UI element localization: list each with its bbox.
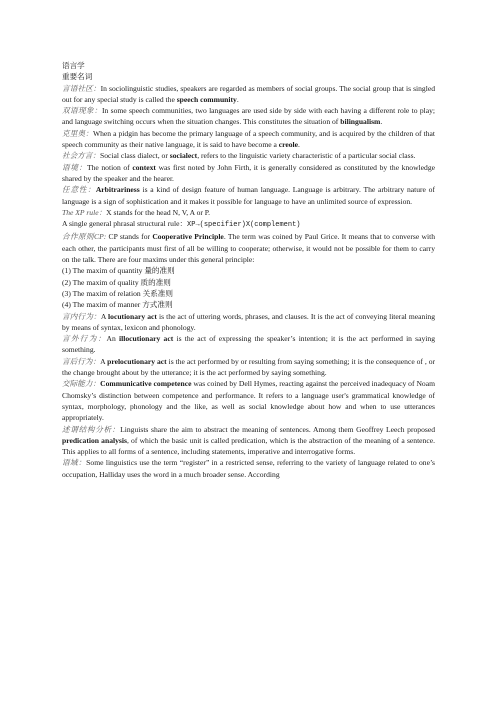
entry-term: 社会方言： [62,151,100,161]
entry-term: 述谓结构分析： [62,424,121,434]
entry-paragraph [62,424,435,458]
entry-paragraph [62,83,435,106]
entry-text-post: , refers to the linguistic variety characteristic of a particular social class. [197,151,416,161]
entry-term: 言外行为： [62,334,107,344]
entry-term: 克里奥： [62,128,93,138]
entry-text-pre: In sociolinguistic studies, speakers are regarded as members of social groups. The social group that is singled out for any special study is called the [62,83,435,104]
entry-text-post: . [236,94,239,104]
entry-bold: bilingualism [340,117,381,127]
maxim-item: (4) The maxim of manner 方式准则 [62,300,173,310]
entry-text-pre: Linguists share the aim to abstract the meaning of sentences. Among them Geoffrey Leech proposed [120,424,436,434]
entry-bold: Arbitrariness [95,185,140,195]
phrasal-rule [62,218,435,231]
entry-list [62,83,435,219]
entry-bold: creole [278,140,299,150]
entry-term: 交际能力： [62,379,101,389]
entry-bold: socialect [169,151,198,161]
entry-text-pre: X stands for the head N, V, A or P. [106,207,211,217]
entry-term: 语域： [62,458,87,468]
entry-text-pre: A [100,356,108,366]
maxim-item: (1) The maxim of quantity 量的准则 [62,266,175,276]
entry-paragraph [62,378,435,423]
entry-term: The XP rule： [62,207,107,217]
entry-text-post: was first noted by John Firth, it is generally considered as constituted by the knowledge shared by the speaker and the hearer. [62,162,435,183]
phrasal-rule-label: A single general phrasal structural rule： [62,219,188,229]
doc-heading: 重要名词 [62,72,93,82]
entry-paragraph [62,207,435,218]
entry-paragraph [62,150,435,161]
entry-paragraph [62,356,435,379]
entry-text-pre: The notion of [86,162,133,172]
entry-text-pre: When a pidgin has become the primary language of a speech community, and is acquired by the children of that speech community as their native language, it is said to have become a [62,128,435,150]
entry-text-pre: In some speech communities, two languages are used side by side with each having a different role to play; and language switching occurs when the situation changes. This constitutes the situation of [62,106,436,127]
entry-paragraph [62,184,435,207]
entry-term: 言内行为： [62,311,101,321]
entry-bold: predication analysis [62,435,127,445]
entry-term: 合作原则CP: [62,232,107,242]
entry-paragraph [62,333,435,356]
document-page [62,60,435,480]
entry-term: 语境： [62,162,87,172]
phrasal-rule-code: XP→(specifier)X(complement) [187,221,301,230]
entry-text-pre: Some linguistics use the term “register” in a restricted sense, referring to the variety of language related to one’s occupation, Halliday uses the word in a much broader sense. According [62,458,436,479]
entry-text-post: . [380,117,383,127]
entry-text-post: is the act of expressing the speaker’s intention; it is the act performed in saying something. [62,334,436,355]
entry-text-pre: Social class dialect, or [99,151,170,161]
entry-list-2 [62,311,435,480]
entry-cooperative-principle [62,231,435,265]
entry-text-pre: An [106,334,119,344]
maxim-item: (3) The maxim of relation 关系准则 [62,288,173,298]
entry-paragraph [62,311,435,334]
entry-text-post: is the act performed by or resulting from saying something; it is the consequence of , or the change brought about by the utterance; it is the act performed by saying something. [62,356,436,378]
doc-title: 语言学 [62,61,85,70]
maxim-list [62,265,435,310]
entry-paragraph [62,105,435,128]
entry-paragraph [62,162,435,185]
maxim-item: (2) The maxim of quality 质的准则 [62,277,171,287]
entry-text-post: is the act of uttering words, phrases, and clauses. It is the act of conveying literal meaning by means of syntax, lexicon and phonology. [62,311,436,332]
entry-bold: context [132,162,156,172]
entry-text-post: , of which the basic unit is called predication, which is the abstraction of the meaning of a sentence. This applies to all forms of a sentence, including statements, imperative and interrogative forms. [62,435,435,457]
entry-text-pre: CP stands for [106,232,153,242]
entry-bold: speech community [176,94,237,104]
entry-term: 双语现象： [62,106,103,116]
entry-term: 任意性： [62,185,96,195]
entry-bold: illocutionary act [119,334,174,344]
entry-paragraph [62,457,435,480]
entry-bold: prelocutionary act [107,356,167,366]
entry-term: 言语社区： [62,83,101,93]
entry-text-pre: A [100,311,109,321]
entry-bold: Communicative competence [100,379,192,389]
entry-text-post: is a kind of design feature of human language. Language is arbitrary. The arbitrary nature of language is a sign of sophistication and it makes it possible for language to have an unlimited source of expression. [62,185,435,206]
entry-text-post: . The term was coined by Paul Grice. It means that to converse with each other, the participants must first of all be willing to cooperate; otherwise, it would not be possible for them to carry on the talk. There are four maxims under this general principle: [62,232,435,265]
entry-paragraph [62,128,435,151]
entry-text-post: . [298,140,300,150]
entry-bold: locutionary act [108,311,157,321]
entry-bold: Cooperative Principle [152,232,224,242]
entry-text-post: was coined by Dell Hymes, reacting against the perceived inadequacy of Noam Chomsky’s distinction between competence and performance. It refers to a language user's grammatical knowledge of syntax, morphology, phonology and the like, as well as social knowledge about how and when to use utterances appropriately. [62,379,436,423]
entry-term: 言后行为： [62,356,101,366]
